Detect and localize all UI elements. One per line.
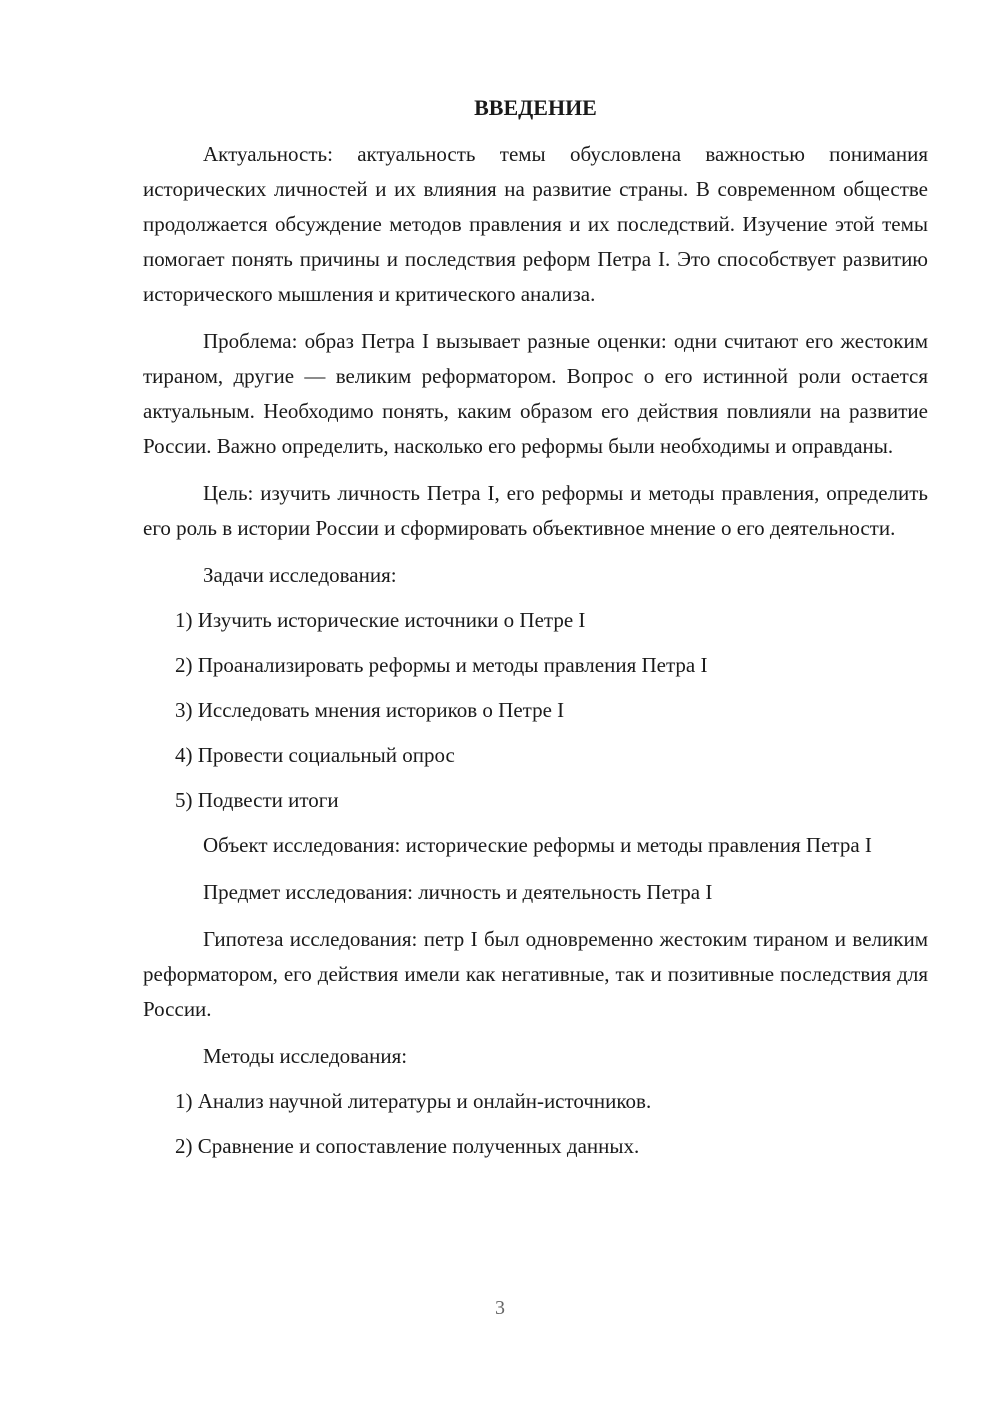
tasks-list bbox=[143, 603, 928, 818]
document-page bbox=[143, 90, 928, 1174]
task-item-1: 1) Изучить исторические источники о Петре I bbox=[175, 608, 586, 632]
paragraph-subject: Предмет исследования: личность и деятельность Петра I bbox=[203, 880, 713, 904]
task-item-5: 5) Подвести итоги bbox=[175, 788, 339, 812]
page-number: 3 bbox=[495, 1297, 505, 1319]
paragraph-hypothesis: Гипотеза исследования: петр I был одновременно жестоким тираном и великим реформатором, его действия имели как негативные, так и позитивные последствия для России. bbox=[143, 927, 928, 1021]
method-item-2: 2) Сравнение и сопоставление полученных данных. bbox=[175, 1134, 640, 1158]
methods-list bbox=[143, 1084, 928, 1164]
section-title: ВВЕДЕНИЕ bbox=[474, 95, 597, 120]
task-item-3: 3) Исследовать мнения историков о Петре I bbox=[175, 698, 565, 722]
task-item-2: 2) Проанализировать реформы и методы правления Петра I bbox=[175, 653, 708, 677]
task-item-4: 4) Провести социальный опрос bbox=[175, 743, 455, 767]
method-item-1: 1) Анализ научной литературы и онлайн-источников. bbox=[175, 1089, 652, 1113]
paragraph-object: Объект исследования: исторические реформы и методы правления Петра I bbox=[203, 833, 872, 857]
paragraph-goal: Цель: изучить личность Петра I, его реформы и методы правления, определить его роль в истории России и сформировать объективное мнение о его деятельности. bbox=[143, 481, 928, 540]
methods-heading: Методы исследования: bbox=[203, 1044, 408, 1068]
paragraph-relevance: Актуальность: актуальность темы обусловлена важностью понимания исторических личностей и их влияния на развитие страны. В современном обществе продолжается обсуждение методов правления и их последствий. Изучение этой темы помогает понять причины и последствия реформ Петра I. Это способствует развитию исторического мышления и критического анализа. bbox=[143, 142, 928, 306]
tasks-heading: Задачи исследования: bbox=[203, 563, 397, 587]
paragraph-problem: Проблема: образ Петра I вызывает разные оценки: одни считают его жестоким тираном, другие — великим реформатором. Вопрос о его истинной роли остается актуальным. Необходимо понять, каким образом его действия повлияли на развитие России. Важно определить, насколько его реформы были необходимы и оправданы. bbox=[143, 329, 928, 458]
